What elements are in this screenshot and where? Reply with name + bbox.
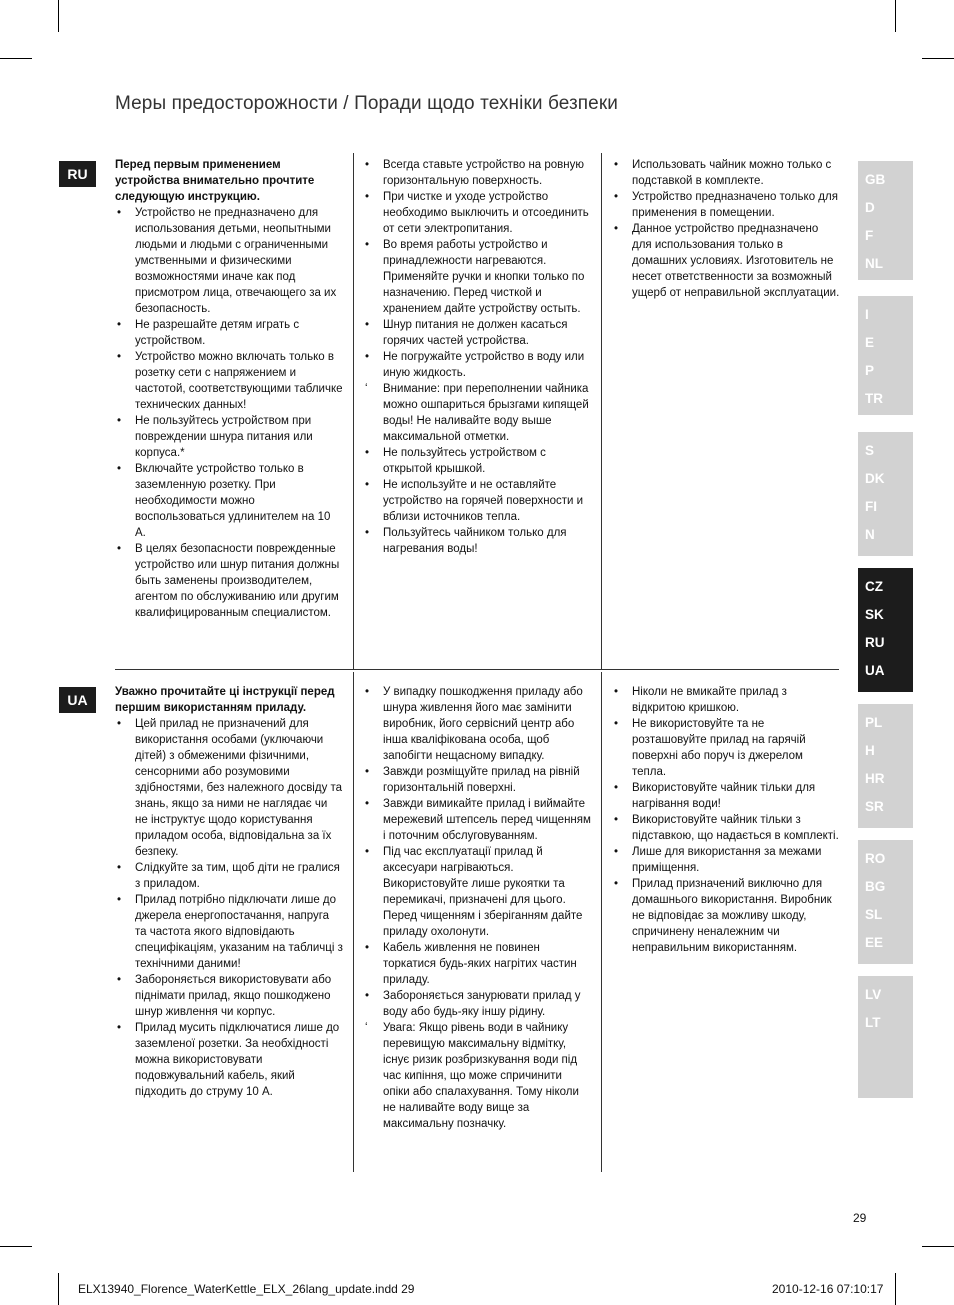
list-item: • Пользуйтесь чайником только для нагревания воды!: [363, 525, 591, 557]
crop-mark: [895, 1273, 896, 1305]
list-item: • Шнур питания не должен касаться горячих частей устройства.: [363, 317, 591, 349]
footer-filename: ELX13940_Florence_WaterKettle_ELX_26lang_update.indd 29: [78, 1282, 415, 1296]
column-divider: [601, 672, 602, 1172]
language-code[interactable]: DK: [865, 471, 885, 486]
list-item: ʻ Внимание: при переполнении чайника можно ошпариться брызгами кипящей воды! Не наливайте воду выше максимальной отметки.: [363, 381, 591, 445]
list-item: • В целях безопасности поврежденные устройство или шнур питания должны быть заменены производителем, агентом по обслуживанию или другим квалифицированным специалистом.: [115, 541, 343, 621]
language-code[interactable]: GB: [865, 172, 886, 187]
language-code[interactable]: BG: [865, 879, 886, 894]
list-item: • Не используйте и не оставляйте устройство на горячей поверхности и вблизи источников тепла.: [363, 477, 591, 525]
list-item: • Використовуйте чайник тільки для нагрівання води!: [612, 780, 840, 812]
ru-column-2: [363, 157, 591, 557]
precautions-list: [612, 684, 840, 956]
page-title: Меры предосторожности / Поради щодо техніки безпеки: [115, 93, 618, 114]
language-code[interactable]: S: [865, 443, 875, 458]
list-item: • Не пользуйтесь устройством при повреждении шнура питания или корпуса.*: [115, 413, 343, 461]
list-item: • Всегда ставьте устройство на ровную горизонтальную поверхность.: [363, 157, 591, 189]
list-item: • Ніколи не вмикайте прилад з відкритою кришкою.: [612, 684, 840, 716]
list-item: • Устройство предназначено только для применения в помещении.: [612, 189, 840, 221]
list-item: • У випадку пошкодження приладу або шнура живлення його має замінити виробник, його сервісний центр або інша кваліфікована особа, щоб запобігти нещасному випадку.: [363, 684, 591, 764]
column-divider: [353, 672, 354, 1172]
list-item: • Забороняється використовувати або піднімати прилад, якщо пошкоджено шнур живлення чи корпус.: [115, 972, 343, 1020]
list-item: • Не разрешайте детям играть с устройством.: [115, 317, 343, 349]
list-item: • Не використовуйте та не розташовуйте прилад на гарячій поверхні або поруч із джерелом тепла.: [612, 716, 840, 780]
crop-mark: [895, 0, 896, 32]
language-code[interactable]: E: [865, 335, 875, 350]
language-code[interactable]: NL: [865, 256, 883, 271]
language-code[interactable]: RO: [865, 851, 886, 866]
language-code[interactable]: EE: [865, 935, 884, 950]
language-code[interactable]: LT: [865, 1015, 881, 1030]
list-item: ʻ Увага: Якщо рівень води в чайнику перевищую максимальну відмітку, існує ризик розбризкування води під час кипіння, що може спричинити опіки або спалахування. Тому ніколи не наливайте воду вище за максимальну позначку.: [363, 1020, 591, 1132]
precautions-list: [115, 205, 343, 621]
language-code[interactable]: I: [865, 307, 869, 322]
list-item: • Прилад призначений виключно для домашнього використання. Виробник не відповідає за можливу шкоду, спричинену неналежним чи неправильним використанням.: [612, 876, 840, 956]
page-number: 29: [853, 1211, 867, 1225]
language-code[interactable]: RU: [865, 635, 885, 650]
ua-column-2: [363, 684, 591, 1132]
column-divider: [353, 153, 354, 669]
list-item: • Не погружайте устройство в воду или иную жидкость.: [363, 349, 591, 381]
crop-mark: [58, 0, 59, 32]
section-divider: [115, 669, 839, 670]
language-code[interactable]: H: [865, 743, 875, 758]
list-item: • Устройство не предназначено для использования детьми, неопытными людьми и людьми с ограниченными умственными и физическими возможностями иначе как под присмотром лица, отвечающего за их безопасность.: [115, 205, 343, 317]
ua-column-3: [612, 684, 840, 956]
language-tab-group[interactable]: [858, 840, 913, 964]
list-item: • Устройство можно включать только в розетку сети с напряжением и частотой, соответствующими табличке технических данных!: [115, 349, 343, 413]
list-item: • Під час експлуатації прилад й аксесуари нагріваються. Використовуйте лише рукоятки та перемикачі, призначені для цього. Перед чищенням і зберіганням дайте приладу охолонути.: [363, 844, 591, 940]
language-code[interactable]: N: [865, 527, 875, 542]
list-item: • Забороняється занурювати прилад у воду або будь-яку іншу рідину.: [363, 988, 591, 1020]
list-item: • Не пользуйтесь устройством с открытой крышкой.: [363, 445, 591, 477]
list-item: • Лише для використання за межами приміщення.: [612, 844, 840, 876]
language-tab-group[interactable]: [858, 568, 913, 692]
language-code[interactable]: FI: [865, 499, 877, 514]
language-code[interactable]: F: [865, 228, 874, 243]
list-item: • Использовать чайник можно только с подставкой в комплекте.: [612, 157, 840, 189]
ru-column-3: [612, 157, 840, 301]
language-code[interactable]: TR: [865, 391, 883, 406]
ua-column-1: [115, 684, 343, 1100]
language-tab-group[interactable]: [858, 704, 913, 828]
precautions-list: [363, 684, 591, 1132]
list-item: • Слідкуйте за тим, щоб діти не гралися з приладом.: [115, 860, 343, 892]
language-tab-group[interactable]: [858, 296, 913, 415]
language-code[interactable]: PL: [865, 715, 883, 730]
crop-mark: [58, 1273, 59, 1305]
language-code[interactable]: HR: [865, 771, 885, 786]
language-code[interactable]: SK: [865, 607, 884, 622]
list-item: • Прилад мусить підключатися лише до заземленої розетки. За необхідності можна використовувати подовжувальний кабель, який підходить до струму 10 А.: [115, 1020, 343, 1100]
crop-mark: [922, 1246, 954, 1247]
ru-column-1: [115, 157, 343, 621]
language-tab-group[interactable]: [858, 432, 913, 556]
list-item: • При чистке и уходе устройство необходимо выключить и отсоединить от сети электропитания.: [363, 189, 591, 237]
crop-mark: [0, 1246, 32, 1247]
language-code[interactable]: SL: [865, 907, 883, 922]
footer-timestamp: 2010-12-16 07:10:17: [772, 1282, 884, 1296]
language-tab-group[interactable]: [858, 161, 913, 280]
list-item: • Кабель живлення не повинен торкатися будь-яких нагрітих частин приладу.: [363, 940, 591, 988]
precautions-list: [612, 157, 840, 301]
list-item: • Данное устройство предназначено для использования только в домашних условиях. Изготовитель не несет ответственности за возможный ущерб от неправильной эксплуатации.: [612, 221, 840, 301]
precautions-list: [363, 157, 591, 557]
language-code[interactable]: SR: [865, 799, 884, 814]
language-tab-group[interactable]: [858, 976, 913, 1098]
precautions-list: [115, 716, 343, 1100]
language-badge-ua: UA: [59, 687, 96, 713]
list-item: • Завжди розміщуйте прилад на рівній горизонтальній поверхні.: [363, 764, 591, 796]
section-intro: Уважно прочитайте ці інструкції перед першим використанням приладу.: [115, 686, 335, 714]
language-code[interactable]: CZ: [865, 579, 883, 594]
list-item: • Во время работы устройство и принадлежности нагреваются. Применяйте ручки и кнопки только по назначению. Перед чисткой и хранением дайте устройству остыть.: [363, 237, 591, 317]
language-badge-ru: RU: [59, 161, 96, 187]
crop-mark: [0, 58, 32, 59]
list-item: • Цей прилад не призначений для використання особами (уключаючи дітей) з обмеженими фізичними, сенсорними або розумовими здібностями, без належного досвіду та знань, якщо за ними не наглядає чи не інструктує щодо користування приладом особа, відповідальна за їх безпеку.: [115, 716, 343, 860]
list-item: • Завжди вимикайте прилад і виймайте мережевий штепсель перед чищенням і поточним обслуговуванням.: [363, 796, 591, 844]
section-intro: Перед первым применением устройства внимательно прочтите следующую инструкцию.: [115, 159, 315, 203]
list-item: • Включайте устройство только в заземленную розетку. При необходимости можно воспользоваться удлинителем на 10 А.: [115, 461, 343, 541]
language-code[interactable]: P: [865, 363, 875, 378]
column-divider: [601, 153, 602, 669]
crop-mark: [922, 58, 954, 59]
list-item: • Використовуйте чайник тільки з підставкою, що надається в комплекті.: [612, 812, 840, 844]
language-code[interactable]: LV: [865, 987, 882, 1002]
list-item: • Прилад потрібно підключати лише до джерела енергопостачання, напруга та частота якого відповідають специфікаціям, указаним на табличці з технічними даними!: [115, 892, 343, 972]
language-code[interactable]: D: [865, 200, 875, 215]
language-code[interactable]: UA: [865, 663, 885, 678]
